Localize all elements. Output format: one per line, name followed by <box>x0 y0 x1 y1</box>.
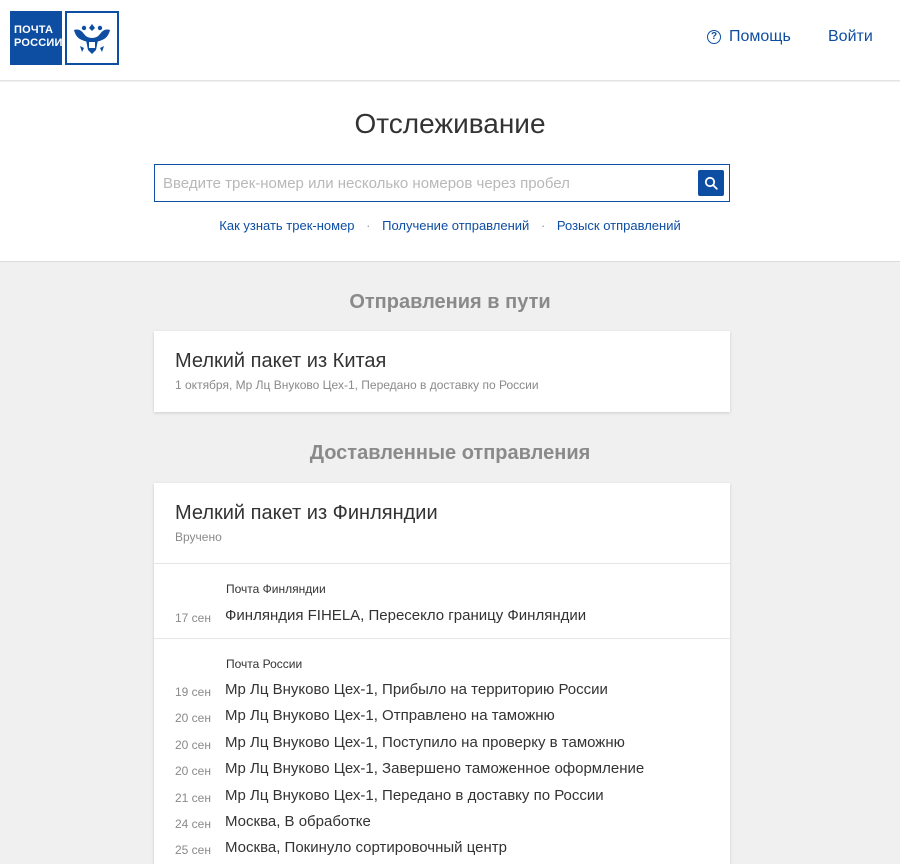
help-label: Помощь <box>729 28 791 45</box>
page-title: Отслеживание <box>354 108 546 139</box>
tracking-event <box>154 734 730 754</box>
track-number-input[interactable] <box>163 165 693 201</box>
tracking-event <box>154 607 730 627</box>
link-separator: · <box>540 218 546 233</box>
event-text: Москва, Покинуло сортировочный центр <box>225 839 507 856</box>
tracking-search-section <box>0 82 900 262</box>
tracking-event <box>154 839 730 859</box>
shipment-card[interactable] <box>154 331 730 412</box>
shipment-title: Мелкий пакет из Китая <box>175 350 387 372</box>
logo-line-2: РОССИИ <box>14 37 63 49</box>
tracking-event <box>154 760 730 780</box>
login-link[interactable]: Войти <box>828 28 873 45</box>
double-headed-eagle-icon <box>65 11 119 65</box>
shipment-status: Вручено <box>175 530 222 544</box>
event-text: Мр Лц Внуково Цех-1, Передано в доставку по России <box>225 787 604 804</box>
logo-wordmark <box>10 11 62 65</box>
event-text: Мр Лц Внуково Цех-1, Отправлено на таможню <box>225 707 555 724</box>
event-date: 20 сен <box>175 764 211 778</box>
tracking-event <box>154 707 730 727</box>
delivered-heading: Доставленные отправления <box>309 442 591 464</box>
in-transit-heading: Отправления в пути <box>349 291 551 313</box>
item-search-link[interactable]: Розыск отправлений <box>556 218 681 233</box>
event-date: 20 сен <box>175 711 211 725</box>
how-to-find-track-link[interactable]: Как узнать трек-номер <box>219 218 355 233</box>
tracking-event <box>154 681 730 701</box>
event-date: 24 сен <box>175 817 211 831</box>
event-date: 21 сен <box>175 791 211 805</box>
event-date: 25 сен <box>175 843 211 857</box>
search-button[interactable] <box>698 170 724 196</box>
event-date: 17 сен <box>175 611 211 625</box>
russian-post-logo[interactable] <box>10 11 119 65</box>
divider <box>154 638 730 639</box>
search-icon <box>704 176 718 190</box>
link-separator: · <box>366 218 371 233</box>
logo-line-1: ПОЧТА <box>14 24 54 36</box>
shipment-card-expanded[interactable] <box>154 483 730 864</box>
event-text: Москва, В обработке <box>225 813 371 830</box>
operator-label: Почта Финляндии <box>226 582 326 596</box>
tracking-event <box>154 813 730 833</box>
event-text: Мр Лц Внуково Цех-1, Прибыло на территорию России <box>225 681 608 698</box>
divider <box>154 563 730 564</box>
tracking-event <box>154 787 730 807</box>
operator-label: Почта России <box>226 657 303 671</box>
event-text: Мр Лц Внуково Цех-1, Поступило на проверку в таможню <box>225 734 625 751</box>
event-text: Финляндия FIHELA, Пересекло границу Финляндии <box>225 607 587 624</box>
shipment-title: Мелкий пакет из Финляндии <box>175 502 438 524</box>
event-text: Мр Лц Внуково Цех-1, Завершено таможенное оформление <box>225 760 645 777</box>
question-circle-icon: ? <box>707 30 721 44</box>
receiving-items-link[interactable]: Получение отправлений <box>382 218 530 233</box>
search-box <box>154 164 730 202</box>
help-link[interactable] <box>707 28 791 46</box>
search-help-links <box>0 218 900 233</box>
event-date: 20 сен <box>175 738 211 752</box>
site-header <box>0 0 900 81</box>
shipment-last-status: 1 октября, Мр Лц Внуково Цех-1, Передано в доставку по России <box>175 378 539 392</box>
event-date: 19 сен <box>175 685 211 699</box>
